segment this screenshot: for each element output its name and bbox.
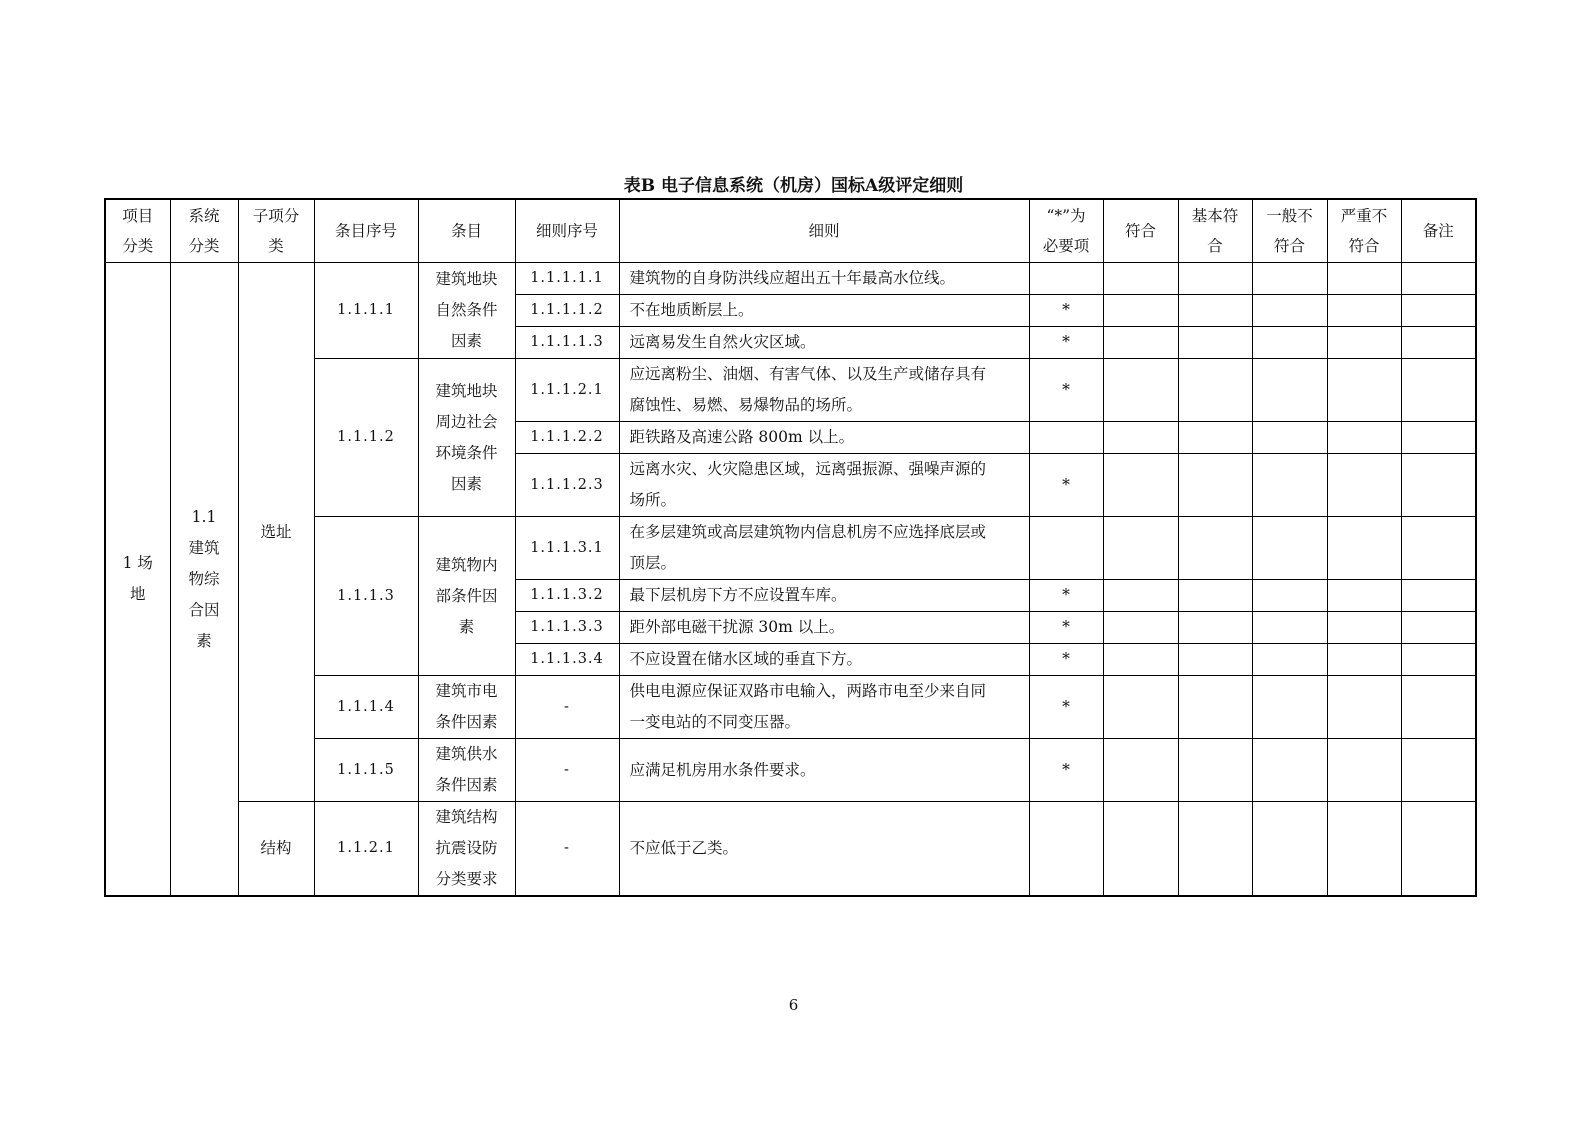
entry-name: 建筑地块 自然条件 因素: [418, 263, 515, 359]
basically-conforms-cell[interactable]: [1178, 454, 1252, 517]
detail-number: 1.1.1.1.3: [515, 327, 619, 359]
seriously-nonconforming-cell[interactable]: [1327, 739, 1401, 802]
detail-number: 1.1.1.2.3: [515, 454, 619, 517]
column-header: 一般不 符合: [1252, 199, 1327, 263]
detail-text: 距铁路及高速公路 800m 以上。: [619, 422, 1029, 454]
required-mark: *: [1029, 327, 1103, 359]
entry-number: 1.1.1.5: [314, 739, 418, 802]
detail-number: -: [515, 676, 619, 739]
detail-number: 1.1.1.3.1: [515, 517, 619, 580]
page-number: 6: [788, 996, 799, 1014]
column-header: 细则序号: [515, 199, 619, 263]
detail-text: 不应低于乙类。: [619, 802, 1029, 897]
project-category: 1 场 地: [105, 263, 170, 897]
column-header: “*”为 必要项: [1029, 199, 1103, 263]
generally-nonconforming-cell[interactable]: [1252, 644, 1327, 676]
detail-number: 1.1.1.3.3: [515, 612, 619, 644]
generally-nonconforming-cell[interactable]: [1252, 327, 1327, 359]
entry-name: 建筑市电 条件因素: [418, 676, 515, 739]
generally-nonconforming-cell[interactable]: [1252, 802, 1327, 897]
detail-text: 不应设置在储水区域的垂直下方。: [619, 644, 1029, 676]
remarks-cell[interactable]: [1401, 676, 1476, 739]
detail-number: -: [515, 739, 619, 802]
conforms-cell[interactable]: [1103, 454, 1178, 517]
seriously-nonconforming-cell[interactable]: [1327, 802, 1401, 897]
detail-text: 应满足机房用水条件要求。: [619, 739, 1029, 802]
conforms-cell[interactable]: [1103, 802, 1178, 897]
detail-text: 最下层机房下方不应设置车库。: [619, 580, 1029, 612]
entry-name: 建筑结构 抗震设防 分类要求: [418, 802, 515, 897]
basically-conforms-cell[interactable]: [1178, 802, 1252, 897]
column-header: 条目: [418, 199, 515, 263]
subitem-category: 选址: [238, 263, 314, 802]
entry-number: 1.1.2.1: [314, 802, 418, 897]
conforms-cell[interactable]: [1103, 517, 1178, 580]
conforms-cell[interactable]: [1103, 612, 1178, 644]
remarks-cell[interactable]: [1401, 580, 1476, 612]
entry-number: 1.1.1.2: [314, 359, 418, 517]
conforms-cell[interactable]: [1103, 263, 1178, 295]
detail-text: 在多层建筑或高层建筑物内信息机房不应选择底层或 顶层。: [619, 517, 1029, 580]
basically-conforms-cell[interactable]: [1178, 676, 1252, 739]
remarks-cell[interactable]: [1401, 454, 1476, 517]
column-header: 符合: [1103, 199, 1178, 263]
conforms-cell[interactable]: [1103, 676, 1178, 739]
detail-number: 1.1.1.2.1: [515, 359, 619, 422]
required-mark: *: [1029, 295, 1103, 327]
entry-number: 1.1.1.1: [314, 263, 418, 359]
required-mark: [1029, 802, 1103, 897]
column-header: 基本符 合: [1178, 199, 1252, 263]
detail-number: 1.1.1.2.2: [515, 422, 619, 454]
required-mark: *: [1029, 739, 1103, 802]
conforms-cell[interactable]: [1103, 359, 1178, 422]
detail-number: 1.1.1.1.2: [515, 295, 619, 327]
column-header: 细则: [619, 199, 1029, 263]
seriously-nonconforming-cell[interactable]: [1327, 580, 1401, 612]
column-header: 严重不 符合: [1327, 199, 1401, 263]
header-row: [105, 199, 1476, 263]
column-header: 条目序号: [314, 199, 418, 263]
seriously-nonconforming-cell[interactable]: [1327, 676, 1401, 739]
generally-nonconforming-cell[interactable]: [1252, 676, 1327, 739]
generally-nonconforming-cell[interactable]: [1252, 739, 1327, 802]
required-mark: *: [1029, 580, 1103, 612]
generally-nonconforming-cell[interactable]: [1252, 263, 1327, 295]
evaluation-table: [104, 198, 1477, 897]
seriously-nonconforming-cell[interactable]: [1327, 422, 1401, 454]
remarks-cell[interactable]: [1401, 422, 1476, 454]
generally-nonconforming-cell[interactable]: [1252, 517, 1327, 580]
detail-number: 1.1.1.1.1: [515, 263, 619, 295]
entry-name: 建筑供水 条件因素: [418, 739, 515, 802]
entry-number: 1.1.1.3: [314, 517, 418, 676]
detail-text: 不在地质断层上。: [619, 295, 1029, 327]
basically-conforms-cell[interactable]: [1178, 580, 1252, 612]
generally-nonconforming-cell[interactable]: [1252, 454, 1327, 517]
basically-conforms-cell[interactable]: [1178, 263, 1252, 295]
required-mark: *: [1029, 676, 1103, 739]
generally-nonconforming-cell[interactable]: [1252, 295, 1327, 327]
basically-conforms-cell[interactable]: [1178, 644, 1252, 676]
basically-conforms-cell[interactable]: [1178, 359, 1252, 422]
seriously-nonconforming-cell[interactable]: [1327, 359, 1401, 422]
generally-nonconforming-cell[interactable]: [1252, 580, 1327, 612]
remarks-cell[interactable]: [1401, 295, 1476, 327]
conforms-cell[interactable]: [1103, 739, 1178, 802]
seriously-nonconforming-cell[interactable]: [1327, 263, 1401, 295]
remarks-cell[interactable]: [1401, 644, 1476, 676]
required-mark: *: [1029, 612, 1103, 644]
conforms-cell[interactable]: [1103, 644, 1178, 676]
table-title: 表B 电子信息系统（机房）国标A级评定细则: [623, 176, 964, 196]
remarks-cell[interactable]: [1401, 517, 1476, 580]
remarks-cell[interactable]: [1401, 802, 1476, 897]
detail-text: 远离水灾、火灾隐患区域，远离强振源、强噪声源的 场所。: [619, 454, 1029, 517]
detail-text: 供电电源应保证双路市电输入，两路市电至少来自同 一变电站的不同变压器。: [619, 676, 1029, 739]
basically-conforms-cell[interactable]: [1178, 295, 1252, 327]
seriously-nonconforming-cell[interactable]: [1327, 644, 1401, 676]
remarks-cell[interactable]: [1401, 612, 1476, 644]
seriously-nonconforming-cell[interactable]: [1327, 454, 1401, 517]
column-header: 子项分 类: [238, 199, 314, 263]
generally-nonconforming-cell[interactable]: [1252, 422, 1327, 454]
detail-text: 远离易发生自然火灾区域。: [619, 327, 1029, 359]
seriously-nonconforming-cell[interactable]: [1327, 295, 1401, 327]
detail-text: 距外部电磁干扰源 30m 以上。: [619, 612, 1029, 644]
required-mark: *: [1029, 454, 1103, 517]
entry-name: 建筑物内 部条件因 素: [418, 517, 515, 676]
remarks-cell[interactable]: [1401, 739, 1476, 802]
detail-number: 1.1.1.3.4: [515, 644, 619, 676]
subitem-category: 结构: [238, 802, 314, 897]
remarks-cell[interactable]: [1401, 359, 1476, 422]
entry-name: 建筑地块 周边社会 环境条件 因素: [418, 359, 515, 517]
seriously-nonconforming-cell[interactable]: [1327, 517, 1401, 580]
basically-conforms-cell[interactable]: [1178, 612, 1252, 644]
remarks-cell[interactable]: [1401, 327, 1476, 359]
basically-conforms-cell[interactable]: [1178, 327, 1252, 359]
required-mark: *: [1029, 359, 1103, 422]
required-mark: [1029, 263, 1103, 295]
column-header: 备注: [1401, 199, 1476, 263]
required-mark: [1029, 517, 1103, 580]
required-mark: [1029, 422, 1103, 454]
generally-nonconforming-cell[interactable]: [1252, 359, 1327, 422]
basically-conforms-cell[interactable]: [1178, 517, 1252, 580]
basically-conforms-cell[interactable]: [1178, 739, 1252, 802]
required-mark: *: [1029, 644, 1103, 676]
conforms-cell[interactable]: [1103, 327, 1178, 359]
detail-number: -: [515, 802, 619, 897]
conforms-cell[interactable]: [1103, 580, 1178, 612]
table-row: [105, 263, 1476, 295]
seriously-nonconforming-cell[interactable]: [1327, 327, 1401, 359]
column-header: 系统 分类: [170, 199, 238, 263]
detail-text: 建筑物的自身防洪线应超出五十年最高水位线。: [619, 263, 1029, 295]
entry-number: 1.1.1.4: [314, 676, 418, 739]
detail-number: 1.1.1.3.2: [515, 580, 619, 612]
conforms-cell[interactable]: [1103, 422, 1178, 454]
remarks-cell[interactable]: [1401, 263, 1476, 295]
column-header: 项目 分类: [105, 199, 170, 263]
generally-nonconforming-cell[interactable]: [1252, 612, 1327, 644]
basically-conforms-cell[interactable]: [1178, 422, 1252, 454]
table-row: [105, 802, 1476, 897]
detail-text: 应远离粉尘、油烟、有害气体、以及生产或储存具有 腐蚀性、易燃、易爆物品的场所。: [619, 359, 1029, 422]
seriously-nonconforming-cell[interactable]: [1327, 612, 1401, 644]
conforms-cell[interactable]: [1103, 295, 1178, 327]
system-category: 1.1 建筑 物综 合因 素: [170, 263, 238, 897]
